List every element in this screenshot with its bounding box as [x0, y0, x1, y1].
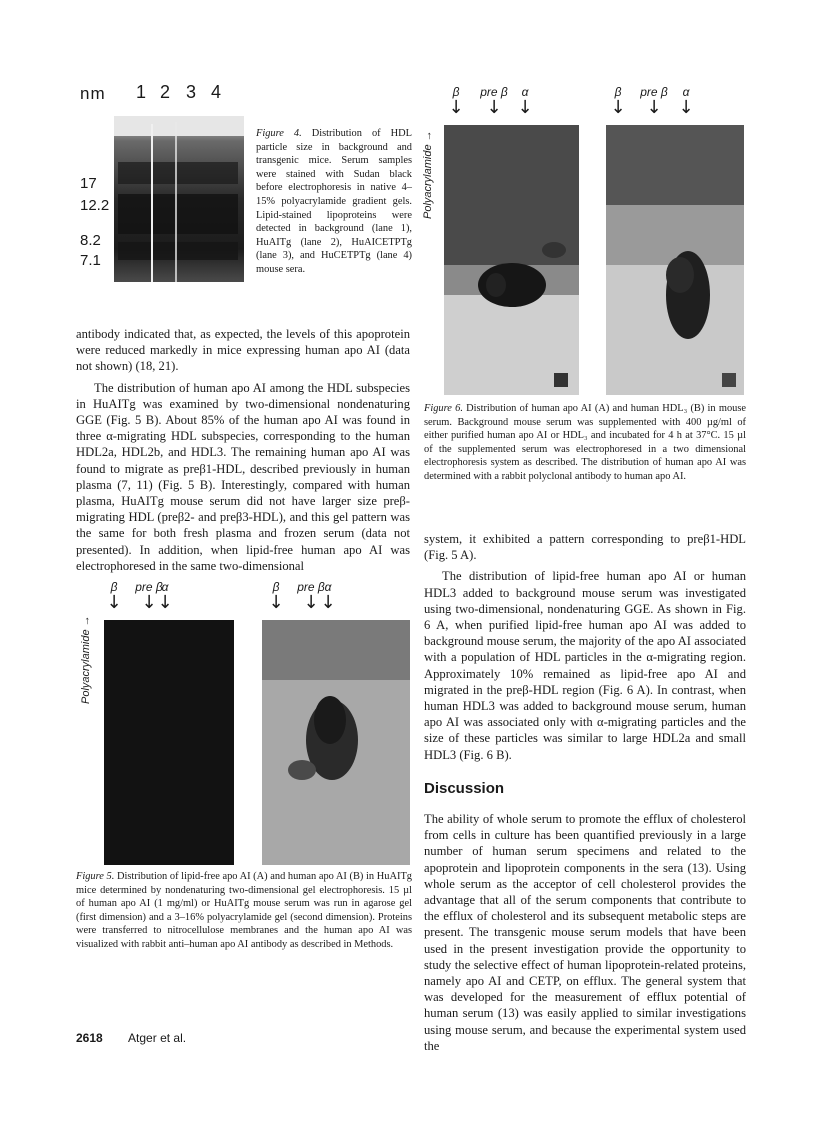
- fig5-panel-b: [262, 620, 410, 865]
- fig6-b-marker-prebeta: pre β ↓: [640, 85, 668, 118]
- figure-4-caption-text: Distribution of HDL particle size in background and transgenic mice. Serum samples were stained with Sudan black before electrophoresis in native 4–15% polyacrylamide gradient gels. Lipid-stained lipoproteins were detected in background (lane 1), HuAITg (lane 2), HuAICETPTg (lane 3), and HuCETPTg (lane 4) mouse sera.: [256, 128, 412, 275]
- fig5-b-marker-beta: β ↓: [268, 580, 284, 613]
- right-column-text: [424, 531, 746, 1054]
- figure-6: [418, 85, 742, 395]
- fig6-a-marker-prebeta: pre β ↓: [480, 85, 508, 118]
- fig6-panel-b: [606, 125, 744, 395]
- figure-4-lane-1: 1: [136, 82, 147, 102]
- figure-4-unit: nm: [80, 84, 106, 103]
- figure-5-caption-text: Distribution of lipid-free apo AI (A) and human apo AI (B) in HuAITg mice determined by nondenaturing two-dimensional gel electrophoresis. 15 µl of human apo AI (1 mg/ml) or HuAITg mouse serum was run in agarose gel (first dimension) and a 3–16% polyacrylamide gel (second dimension). Proteins were transferred to nitrocellulose membranes and the human apo AI was visualized with rabbit anti–human apo AI antibody as described in Methods.: [76, 871, 412, 950]
- figure-4: [78, 82, 248, 282]
- fig6-b-marker-alpha: α ↓: [678, 85, 694, 118]
- figure-5: [76, 580, 412, 868]
- right-paragraph-1: system, it exhibited a pattern corresponding to preβ1-HDL (Fig. 5 A).: [424, 532, 746, 563]
- right-paragraph-3: The ability of whole serum to promote the efflux of cholesterol from cells in culture has been quantified previously in a large number of human serum specimens and related to the apoprotein and lipoprotein components in the sera (13). Using whole serum as the acceptor of cell cholesterol provides the advantage that all of the serum components that contribute to the efflux of cholesterol and its subsequent metabolic steps are present. The transgenic mouse serum models that have been used in the present investigation provide the opportunity to study the selective effect of human lipoprotein-related proteins, namely apo AI and CETP, on efflux. The general system that was developed for the measurement of efflux potential of human serum (13) was easily applied to similar investigations using mouse serum, and because the experimental system used the: [424, 812, 746, 1053]
- figure-5-caption-label: Figure 5.: [76, 871, 115, 882]
- figure-5-caption: [76, 870, 412, 952]
- fig5-a-marker-alpha: α ↓: [157, 580, 173, 613]
- figure-4-size-8-2: 8.2: [80, 232, 101, 249]
- figure-4-gel-image: [114, 116, 244, 282]
- page-number: 2618: [76, 1031, 103, 1045]
- fig5-a-marker-beta: β ↓: [106, 580, 122, 613]
- figure-4-caption: [256, 127, 412, 277]
- figure-4-lane-2: 2: [160, 82, 171, 102]
- fig6-b-marker-beta: β ↓: [610, 85, 626, 118]
- fig5-panel-a: [104, 620, 234, 865]
- fig5-ylabel: Polyacrylamide →: [80, 615, 92, 704]
- left-paragraph-2: The distribution of human apo AI among the HDL subspecies in HuAITg was examined by two-dimensional nondenaturing GGE (Fig. 5 B). About 85% of the human apo AI was found in three α-migrating HDL subspecies, corresponding to the human HDL2a, HDL2b, and HDL3. The remaining human apo AI was found to migrate as preβ1-HDL, described previously in human plasma (7, 11) (Fig. 5 B). Interestingly, compared with human plasma, HuAITg mouse serum did not have larger size preβ-migrating HDL (preβ2- and preβ3-HDL), and this gel pattern was the same for both fresh plasma and frozen serum (data not presented). In addition, when lipid-free human apo AI was electrophoresed in the same two-dimensional: [76, 380, 410, 573]
- fig5-b-marker-prebeta: pre β ↓: [297, 580, 325, 613]
- figure-6-caption-text: Distribution of human apo AI (A) and human HDL₃ (B) in mouse serum. Background mouse serum was supplemented with 400 µg/ml of either purified human apo AI or HDL₃ and incubated for 4 h at 37°C. 15 µl of the supplemented serum was electrophoresed in a two dimensional electrophoresis system as described. The distribution of human apo AI was determined with a rabbit polyclonal antibody to human apo AI.: [424, 403, 746, 482]
- right-paragraph-2: The distribution of lipid-free human apo AI or human HDL3 added to background mouse serum was investigated using two-dimensional, nondenaturing GGE. As shown in Fig. 6 A, when purified lipid-free human apo AI was added to background mouse serum, the majority of the apo AI associated with a population of HDL particles in the α-migrating region. Approximately 10% remained as lipid-free apo AI and migrated in the preβ-HDL region (Fig. 6 A). In contrast, when human HDL3 was added to background mouse serum, human apo AI was associated only with α-migrating particles and the size of these particles was similar to large HDL2a and small HDL3 (Fig. 6 B).: [424, 569, 746, 762]
- figure-4-lane-3: 3: [186, 82, 197, 102]
- fig5-b-marker-alpha: α ↓: [320, 580, 336, 613]
- fig6-a-marker-beta: β ↓: [448, 85, 464, 118]
- fig6-ylabel: Polyacrylamide →: [422, 130, 434, 219]
- fig6-panel-a: [444, 125, 579, 395]
- running-authors: Atger et al.: [128, 1031, 187, 1045]
- figure-6-caption-label: Figure 6.: [424, 403, 463, 414]
- left-column-text: [76, 326, 410, 574]
- figure-4-size-17: 17: [80, 175, 97, 192]
- figure-4-lane-4: 4: [211, 82, 222, 102]
- figure-4-size-7-1: 7.1: [80, 252, 101, 269]
- page-footer: [76, 1031, 186, 1045]
- fig5-a-marker-prebeta: pre β ↓: [135, 580, 163, 613]
- figure-4-size-12-2: 12.2: [80, 197, 110, 214]
- fig6-a-marker-alpha: α ↓: [517, 85, 533, 118]
- left-paragraph-1: antibody indicated that, as expected, the levels of this apoprotein were reduced markedly in mice expressing human apo AI (data not shown) (18, 21).: [76, 327, 410, 374]
- figure-4-caption-label: Figure 4.: [256, 128, 302, 139]
- discussion-heading: Discussion: [424, 779, 505, 797]
- figure-6-caption: [424, 402, 746, 484]
